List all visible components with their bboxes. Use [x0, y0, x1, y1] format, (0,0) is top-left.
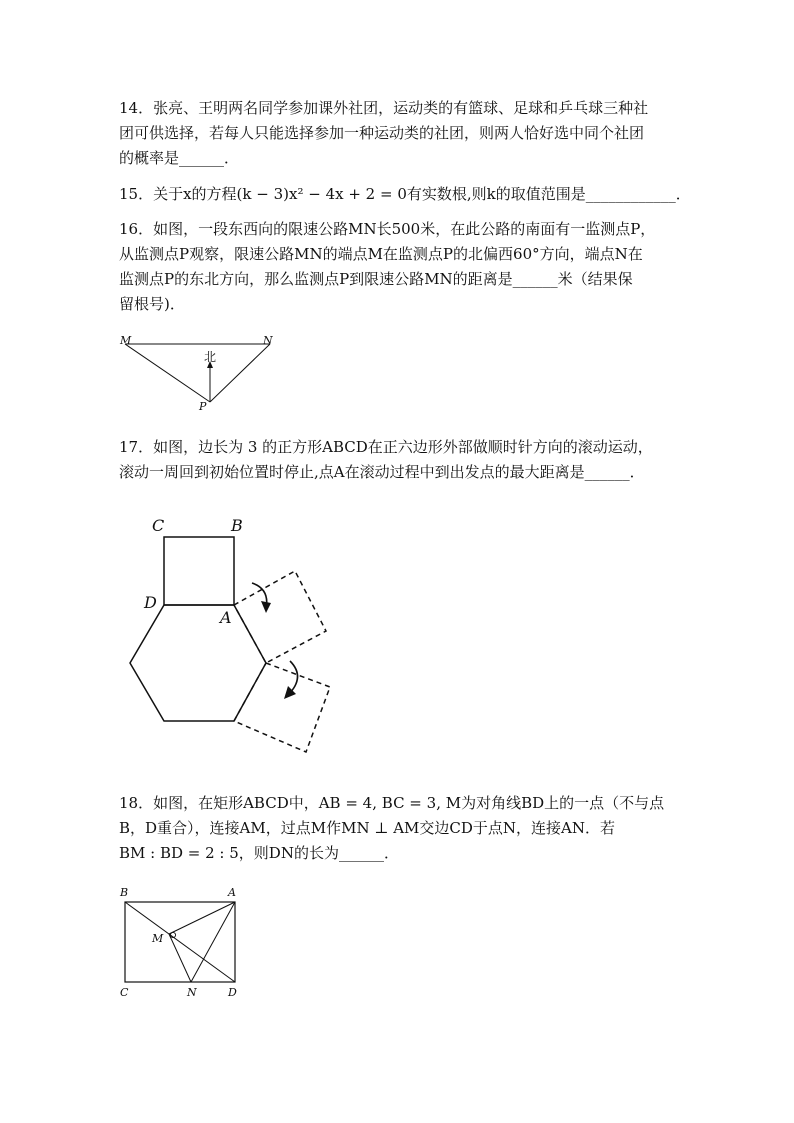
q14-line-1: 14．张亮、王明两名同学参加课外社团，运动类的有篮球、足球和乒乓球三种社 — [119, 99, 649, 117]
segment-mn — [169, 934, 191, 982]
q17-figure — [120, 505, 350, 755]
q14-line-2: 团可供选择，若每人只能选择参加一种运动类的社团，则两人恰好选中同个社团 — [119, 124, 645, 142]
label-a: A — [220, 608, 232, 627]
q16-line-1: 16．如图，一段东西向的限速公路MN长500米，在此公路的南面有一监测点P， — [119, 220, 656, 238]
label-a: A — [228, 886, 236, 899]
square-abcd — [164, 537, 234, 605]
regular-hexagon — [130, 605, 266, 721]
q18-line-1: 18．如图，在矩形ABCD中，AB = 4, BC = 3, M为对角线BD上的一点（不与点 — [119, 794, 665, 812]
segment-am — [169, 902, 235, 934]
q16-line-2: 从监测点P观察，限速公路MN的端点M在监测点P的北偏西60°方向，端点N在 — [119, 245, 643, 263]
dashed-square-2 — [234, 663, 330, 752]
label-n: N — [187, 986, 197, 999]
rotation-arrowhead-1 — [261, 601, 271, 613]
label-p: P — [199, 400, 207, 413]
segment-np — [210, 344, 270, 402]
label-m: M — [152, 932, 164, 945]
segment-mp — [125, 344, 210, 402]
label-b: B — [120, 886, 129, 899]
label-c: C — [120, 986, 129, 999]
label-north: 北 — [204, 350, 217, 364]
q14-line-3: 的概率是______． — [119, 149, 240, 167]
dashed-square-1 — [234, 571, 326, 663]
label-d: D — [144, 593, 157, 612]
label-b: B — [231, 516, 243, 535]
q16-line-4: 留根号)． — [119, 295, 185, 313]
label-d: D — [228, 986, 237, 999]
q18-line-2: B，D重合），连接AM，过点M作MN ⊥ AM交边CD于点N，连接AN．若 — [119, 819, 616, 837]
q16-figure — [110, 330, 290, 415]
q18-figure — [112, 880, 252, 1002]
label-c: C — [152, 516, 165, 535]
q15-line-1: 15．关于x的方程(k − 3)x² − 4x + 2 = 0有实数根,则k的取值范围是____________． — [119, 185, 691, 203]
label-n: N — [263, 334, 273, 347]
diagonal-bd — [125, 902, 235, 982]
q17-line-2: 滚动一周回到初始位置时停止,点A在滚动过程中到出发点的最大距离是______． — [119, 463, 645, 481]
label-m: M — [120, 334, 132, 347]
q17-line-1: 17．如图，边长为 3 的正方形ABCD在正六边形外部做顺时针方向的滚动运动， — [119, 438, 653, 456]
q16-line-3: 监测点P的东北方向，那么监测点P到限速公路MN的距离是______米（结果保 — [119, 270, 633, 288]
segment-an — [191, 902, 235, 982]
q18-line-3: BM : BD = 2 : 5，则DN的长为______． — [119, 844, 399, 862]
